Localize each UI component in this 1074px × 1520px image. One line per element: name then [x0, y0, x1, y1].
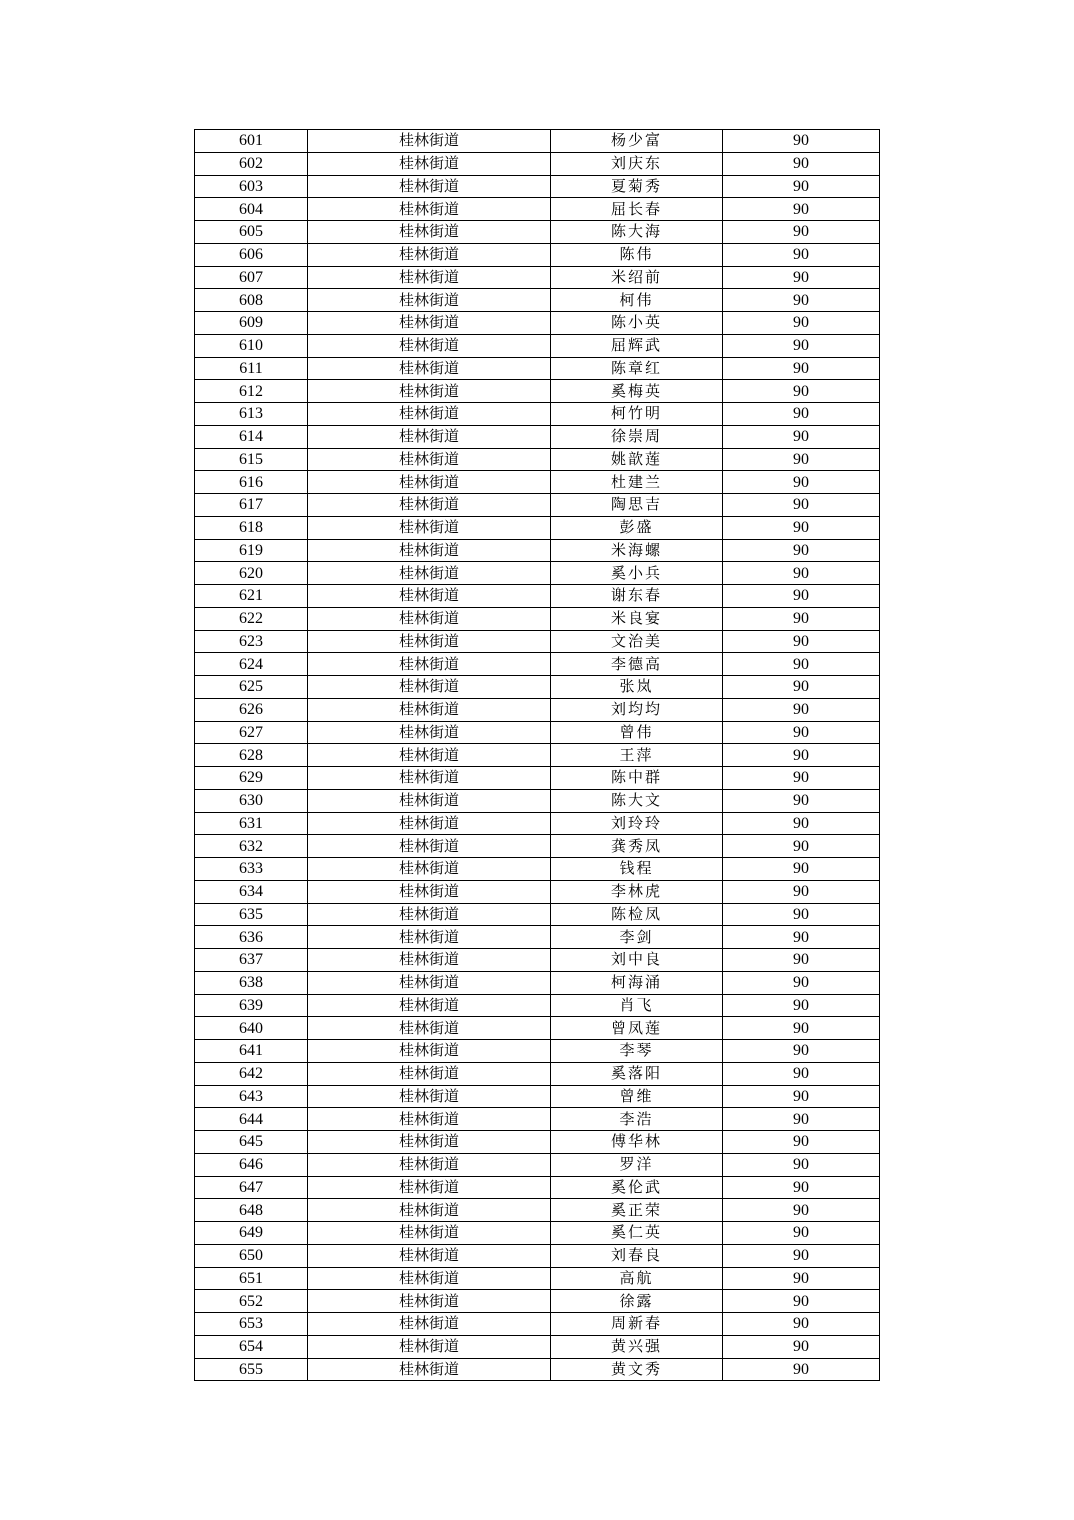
- person-name-cell: 陈中群: [551, 767, 723, 790]
- table-row: [195, 357, 880, 380]
- person-name-cell: 彭盛: [551, 516, 723, 539]
- street-cell: 桂林街道: [308, 994, 551, 1017]
- table-row: [195, 903, 880, 926]
- street-cell: 桂林街道: [308, 880, 551, 903]
- row-number-cell: 631: [195, 812, 308, 835]
- street-cell: 桂林街道: [308, 152, 551, 175]
- person-name-cell: 李德高: [551, 653, 723, 676]
- row-number-cell: 609: [195, 312, 308, 335]
- table-row: [195, 676, 880, 699]
- person-name-cell: 徐崇周: [551, 425, 723, 448]
- table-row: [195, 926, 880, 949]
- street-cell: 桂林街道: [308, 858, 551, 881]
- person-name-cell: 柯海涌: [551, 971, 723, 994]
- row-number-cell: 638: [195, 971, 308, 994]
- street-cell: 桂林街道: [308, 676, 551, 699]
- person-name-cell: 姚歆莲: [551, 448, 723, 471]
- street-cell: 桂林街道: [308, 1244, 551, 1267]
- person-name-cell: 奚梅英: [551, 380, 723, 403]
- person-name-cell: 李浩: [551, 1108, 723, 1131]
- person-name-cell: 徐露: [551, 1290, 723, 1313]
- person-name-cell: 傅华林: [551, 1131, 723, 1154]
- amount-cell: 90: [723, 1290, 880, 1313]
- amount-cell: 90: [723, 1108, 880, 1131]
- table-row: [195, 1335, 880, 1358]
- table-row: [195, 835, 880, 858]
- person-name-cell: 黄文秀: [551, 1358, 723, 1381]
- person-name-cell: 刘中良: [551, 949, 723, 972]
- person-name-cell: 屈长春: [551, 198, 723, 221]
- amount-cell: 90: [723, 1062, 880, 1085]
- amount-cell: 90: [723, 926, 880, 949]
- person-name-cell: 谢东春: [551, 585, 723, 608]
- table-row: [195, 243, 880, 266]
- row-number-cell: 623: [195, 630, 308, 653]
- row-number-cell: 626: [195, 698, 308, 721]
- table-row: [195, 380, 880, 403]
- row-number-cell: 605: [195, 221, 308, 244]
- table-row: [195, 1358, 880, 1381]
- row-number-cell: 636: [195, 926, 308, 949]
- street-cell: 桂林街道: [308, 789, 551, 812]
- person-name-cell: 肖飞: [551, 994, 723, 1017]
- table-row: [195, 858, 880, 881]
- person-name-cell: 陈大文: [551, 789, 723, 812]
- table-row: [195, 1290, 880, 1313]
- street-cell: 桂林街道: [308, 471, 551, 494]
- amount-cell: 90: [723, 971, 880, 994]
- person-name-cell: 陈检凤: [551, 903, 723, 926]
- street-cell: 桂林街道: [308, 971, 551, 994]
- table-row: [195, 698, 880, 721]
- street-cell: 桂林街道: [308, 835, 551, 858]
- person-name-cell: 柯竹明: [551, 403, 723, 426]
- row-number-cell: 649: [195, 1222, 308, 1245]
- street-cell: 桂林街道: [308, 1290, 551, 1313]
- street-cell: 桂林街道: [308, 1153, 551, 1176]
- person-name-cell: 刘春良: [551, 1244, 723, 1267]
- row-number-cell: 644: [195, 1108, 308, 1131]
- table-row: [195, 994, 880, 1017]
- row-number-cell: 601: [195, 130, 308, 153]
- person-name-cell: 陈大海: [551, 221, 723, 244]
- street-cell: 桂林街道: [308, 1222, 551, 1245]
- street-cell: 桂林街道: [308, 812, 551, 835]
- table-row: [195, 607, 880, 630]
- person-name-cell: 奚小兵: [551, 562, 723, 585]
- person-name-cell: 王萍: [551, 744, 723, 767]
- person-name-cell: 杜建兰: [551, 471, 723, 494]
- row-number-cell: 622: [195, 607, 308, 630]
- street-cell: 桂林街道: [308, 539, 551, 562]
- amount-cell: 90: [723, 1085, 880, 1108]
- table-row: [195, 130, 880, 153]
- amount-cell: 90: [723, 949, 880, 972]
- amount-cell: 90: [723, 1267, 880, 1290]
- row-number-cell: 634: [195, 880, 308, 903]
- amount-cell: 90: [723, 903, 880, 926]
- row-number-cell: 647: [195, 1176, 308, 1199]
- table-row: [195, 425, 880, 448]
- amount-cell: 90: [723, 1176, 880, 1199]
- row-number-cell: 619: [195, 539, 308, 562]
- row-number-cell: 641: [195, 1040, 308, 1063]
- street-cell: 桂林街道: [308, 494, 551, 517]
- amount-cell: 90: [723, 721, 880, 744]
- amount-cell: 90: [723, 471, 880, 494]
- row-number-cell: 607: [195, 266, 308, 289]
- table-row: [195, 1017, 880, 1040]
- table-row: [195, 539, 880, 562]
- street-cell: 桂林街道: [308, 1176, 551, 1199]
- amount-cell: 90: [723, 1131, 880, 1154]
- amount-cell: 90: [723, 1153, 880, 1176]
- person-name-cell: 奚正荣: [551, 1199, 723, 1222]
- table-row: [195, 630, 880, 653]
- table-body: [195, 130, 880, 1381]
- row-number-cell: 610: [195, 334, 308, 357]
- row-number-cell: 635: [195, 903, 308, 926]
- street-cell: 桂林街道: [308, 1313, 551, 1336]
- row-number-cell: 621: [195, 585, 308, 608]
- table-row: [195, 1313, 880, 1336]
- table-row: [195, 1176, 880, 1199]
- row-number-cell: 632: [195, 835, 308, 858]
- table-row: [195, 744, 880, 767]
- amount-cell: 90: [723, 334, 880, 357]
- row-number-cell: 606: [195, 243, 308, 266]
- row-number-cell: 617: [195, 494, 308, 517]
- data-table: [194, 129, 880, 1381]
- table-row: [195, 221, 880, 244]
- amount-cell: 90: [723, 266, 880, 289]
- amount-cell: 90: [723, 221, 880, 244]
- table-row: [195, 266, 880, 289]
- amount-cell: 90: [723, 130, 880, 153]
- street-cell: 桂林街道: [308, 653, 551, 676]
- street-cell: 桂林街道: [308, 403, 551, 426]
- street-cell: 桂林街道: [308, 1131, 551, 1154]
- amount-cell: 90: [723, 516, 880, 539]
- person-name-cell: 罗洋: [551, 1153, 723, 1176]
- row-number-cell: 646: [195, 1153, 308, 1176]
- amount-cell: 90: [723, 562, 880, 585]
- amount-cell: 90: [723, 744, 880, 767]
- person-name-cell: 奚仁英: [551, 1222, 723, 1245]
- amount-cell: 90: [723, 403, 880, 426]
- row-number-cell: 642: [195, 1062, 308, 1085]
- person-name-cell: 刘庆东: [551, 152, 723, 175]
- street-cell: 桂林街道: [308, 1062, 551, 1085]
- amount-cell: 90: [723, 698, 880, 721]
- row-number-cell: 645: [195, 1131, 308, 1154]
- amount-cell: 90: [723, 243, 880, 266]
- street-cell: 桂林街道: [308, 1267, 551, 1290]
- table-row: [195, 494, 880, 517]
- table-row: [195, 1199, 880, 1222]
- row-number-cell: 616: [195, 471, 308, 494]
- table-row: [195, 767, 880, 790]
- person-name-cell: 曾伟: [551, 721, 723, 744]
- table-row: [195, 562, 880, 585]
- row-number-cell: 624: [195, 653, 308, 676]
- row-number-cell: 637: [195, 949, 308, 972]
- person-name-cell: 奚落阳: [551, 1062, 723, 1085]
- amount-cell: 90: [723, 1335, 880, 1358]
- street-cell: 桂林街道: [308, 1085, 551, 1108]
- amount-cell: 90: [723, 1313, 880, 1336]
- amount-cell: 90: [723, 880, 880, 903]
- row-number-cell: 627: [195, 721, 308, 744]
- row-number-cell: 612: [195, 380, 308, 403]
- amount-cell: 90: [723, 607, 880, 630]
- street-cell: 桂林街道: [308, 516, 551, 539]
- person-name-cell: 周新春: [551, 1313, 723, 1336]
- row-number-cell: 602: [195, 152, 308, 175]
- street-cell: 桂林街道: [308, 312, 551, 335]
- table-row: [195, 880, 880, 903]
- table-row: [195, 312, 880, 335]
- person-name-cell: 张岚: [551, 676, 723, 699]
- amount-cell: 90: [723, 653, 880, 676]
- table-row: [195, 1040, 880, 1063]
- person-name-cell: 奚伦武: [551, 1176, 723, 1199]
- table-row: [195, 198, 880, 221]
- amount-cell: 90: [723, 1358, 880, 1381]
- person-name-cell: 陈小英: [551, 312, 723, 335]
- amount-cell: 90: [723, 175, 880, 198]
- person-name-cell: 米海螺: [551, 539, 723, 562]
- street-cell: 桂林街道: [308, 926, 551, 949]
- row-number-cell: 614: [195, 425, 308, 448]
- amount-cell: 90: [723, 767, 880, 790]
- table-row: [195, 334, 880, 357]
- row-number-cell: 633: [195, 858, 308, 881]
- row-number-cell: 653: [195, 1313, 308, 1336]
- row-number-cell: 648: [195, 1199, 308, 1222]
- street-cell: 桂林街道: [308, 698, 551, 721]
- row-number-cell: 613: [195, 403, 308, 426]
- row-number-cell: 640: [195, 1017, 308, 1040]
- amount-cell: 90: [723, 312, 880, 335]
- amount-cell: 90: [723, 858, 880, 881]
- person-name-cell: 屈辉武: [551, 334, 723, 357]
- street-cell: 桂林街道: [308, 767, 551, 790]
- amount-cell: 90: [723, 835, 880, 858]
- person-name-cell: 夏菊秀: [551, 175, 723, 198]
- amount-cell: 90: [723, 425, 880, 448]
- row-number-cell: 654: [195, 1335, 308, 1358]
- row-number-cell: 639: [195, 994, 308, 1017]
- amount-cell: 90: [723, 676, 880, 699]
- person-name-cell: 高航: [551, 1267, 723, 1290]
- person-name-cell: 米良宴: [551, 607, 723, 630]
- street-cell: 桂林街道: [308, 585, 551, 608]
- street-cell: 桂林街道: [308, 1199, 551, 1222]
- row-number-cell: 618: [195, 516, 308, 539]
- table-row: [195, 971, 880, 994]
- person-name-cell: 李林虎: [551, 880, 723, 903]
- amount-cell: 90: [723, 812, 880, 835]
- table-row: [195, 949, 880, 972]
- street-cell: 桂林街道: [308, 380, 551, 403]
- street-cell: 桂林街道: [308, 607, 551, 630]
- table-row: [195, 289, 880, 312]
- row-number-cell: 630: [195, 789, 308, 812]
- table-row: [195, 403, 880, 426]
- street-cell: 桂林街道: [308, 130, 551, 153]
- street-cell: 桂林街道: [308, 175, 551, 198]
- table-row: [195, 448, 880, 471]
- row-number-cell: 615: [195, 448, 308, 471]
- table-row: [195, 1062, 880, 1085]
- table-row: [195, 1244, 880, 1267]
- person-name-cell: 柯伟: [551, 289, 723, 312]
- person-name-cell: 李琴: [551, 1040, 723, 1063]
- amount-cell: 90: [723, 1199, 880, 1222]
- row-number-cell: 655: [195, 1358, 308, 1381]
- row-number-cell: 651: [195, 1267, 308, 1290]
- row-number-cell: 629: [195, 767, 308, 790]
- table-row: [195, 585, 880, 608]
- amount-cell: 90: [723, 198, 880, 221]
- amount-cell: 90: [723, 152, 880, 175]
- person-name-cell: 曾维: [551, 1085, 723, 1108]
- row-number-cell: 620: [195, 562, 308, 585]
- amount-cell: 90: [723, 1017, 880, 1040]
- amount-cell: 90: [723, 630, 880, 653]
- street-cell: 桂林街道: [308, 562, 551, 585]
- street-cell: 桂林街道: [308, 221, 551, 244]
- street-cell: 桂林街道: [308, 1040, 551, 1063]
- amount-cell: 90: [723, 1040, 880, 1063]
- table-row: [195, 152, 880, 175]
- person-name-cell: 米绍前: [551, 266, 723, 289]
- amount-cell: 90: [723, 289, 880, 312]
- amount-cell: 90: [723, 448, 880, 471]
- row-number-cell: 652: [195, 1290, 308, 1313]
- street-cell: 桂林街道: [308, 289, 551, 312]
- table-row: [195, 1222, 880, 1245]
- row-number-cell: 650: [195, 1244, 308, 1267]
- person-name-cell: 陈章红: [551, 357, 723, 380]
- person-name-cell: 文治美: [551, 630, 723, 653]
- table-row: [195, 812, 880, 835]
- amount-cell: 90: [723, 1222, 880, 1245]
- table-row: [195, 1267, 880, 1290]
- amount-cell: 90: [723, 994, 880, 1017]
- street-cell: 桂林街道: [308, 357, 551, 380]
- street-cell: 桂林街道: [308, 334, 551, 357]
- table-row: [195, 516, 880, 539]
- row-number-cell: 611: [195, 357, 308, 380]
- row-number-cell: 603: [195, 175, 308, 198]
- street-cell: 桂林街道: [308, 243, 551, 266]
- table-row: [195, 653, 880, 676]
- person-name-cell: 陈伟: [551, 243, 723, 266]
- street-cell: 桂林街道: [308, 949, 551, 972]
- person-name-cell: 刘玲玲: [551, 812, 723, 835]
- amount-cell: 90: [723, 380, 880, 403]
- street-cell: 桂林街道: [308, 198, 551, 221]
- person-name-cell: 刘均均: [551, 698, 723, 721]
- row-number-cell: 608: [195, 289, 308, 312]
- street-cell: 桂林街道: [308, 630, 551, 653]
- street-cell: 桂林街道: [308, 721, 551, 744]
- table-row: [195, 1085, 880, 1108]
- person-name-cell: 钱程: [551, 858, 723, 881]
- street-cell: 桂林街道: [308, 744, 551, 767]
- street-cell: 桂林街道: [308, 1335, 551, 1358]
- street-cell: 桂林街道: [308, 1108, 551, 1131]
- amount-cell: 90: [723, 1244, 880, 1267]
- street-cell: 桂林街道: [308, 1017, 551, 1040]
- person-name-cell: 黄兴强: [551, 1335, 723, 1358]
- table-row: [195, 1131, 880, 1154]
- person-name-cell: 陶思吉: [551, 494, 723, 517]
- person-name-cell: 曾凤莲: [551, 1017, 723, 1040]
- street-cell: 桂林街道: [308, 448, 551, 471]
- row-number-cell: 625: [195, 676, 308, 699]
- person-name-cell: 李剑: [551, 926, 723, 949]
- table-row: [195, 721, 880, 744]
- amount-cell: 90: [723, 539, 880, 562]
- amount-cell: 90: [723, 789, 880, 812]
- table-row: [195, 1153, 880, 1176]
- street-cell: 桂林街道: [308, 1358, 551, 1381]
- row-number-cell: 643: [195, 1085, 308, 1108]
- person-name-cell: 龚秀凤: [551, 835, 723, 858]
- table-row: [195, 1108, 880, 1131]
- street-cell: 桂林街道: [308, 903, 551, 926]
- amount-cell: 90: [723, 585, 880, 608]
- table-row: [195, 175, 880, 198]
- amount-cell: 90: [723, 494, 880, 517]
- table-row: [195, 471, 880, 494]
- person-name-cell: 杨少富: [551, 130, 723, 153]
- street-cell: 桂林街道: [308, 266, 551, 289]
- amount-cell: 90: [723, 357, 880, 380]
- row-number-cell: 628: [195, 744, 308, 767]
- table-row: [195, 789, 880, 812]
- street-cell: 桂林街道: [308, 425, 551, 448]
- row-number-cell: 604: [195, 198, 308, 221]
